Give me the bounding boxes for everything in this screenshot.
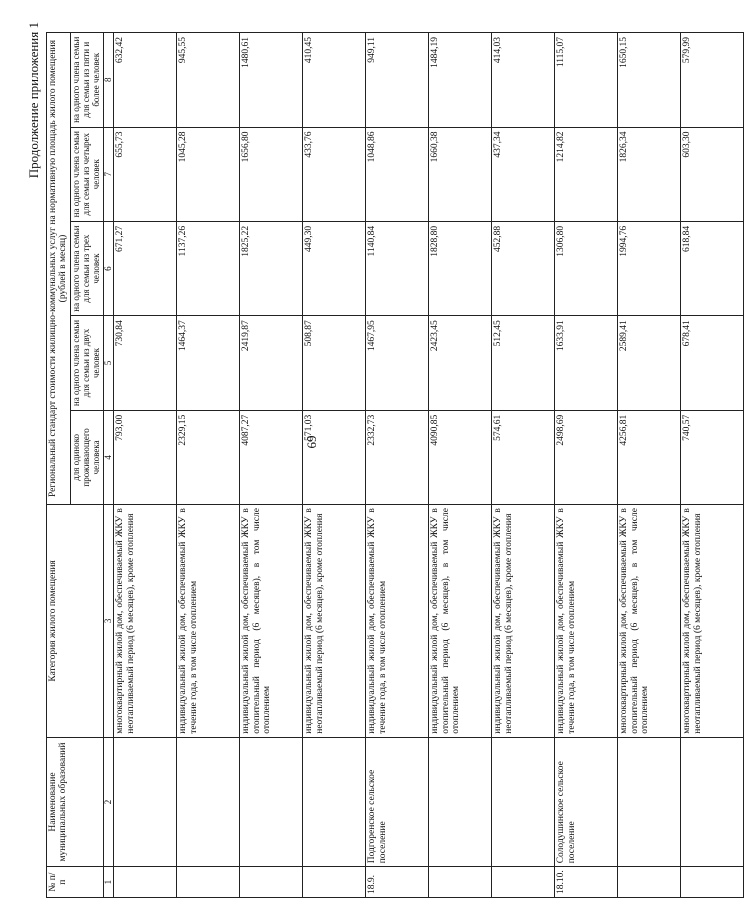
row-municipality — [681, 737, 744, 867]
page-number: 69 — [304, 435, 319, 449]
row-value-three: 671,27 — [114, 221, 177, 315]
row-value-four: 1660,38 — [429, 127, 492, 221]
row-value-single: 2329,15 — [177, 410, 240, 504]
header-row-1 — [47, 33, 71, 898]
row-value-single: 740,57 — [681, 410, 744, 504]
column-number: 8 — [103, 33, 114, 128]
row-num: 18.10. — [555, 867, 618, 898]
row-num — [177, 867, 240, 898]
row-num — [240, 867, 303, 898]
row-value-four: 437,34 — [492, 127, 555, 221]
row-value-two: 1467,95 — [366, 316, 429, 410]
row-municipality: Подгоренское сельское поселение — [366, 737, 429, 867]
row-value-five: 1480,61 — [240, 33, 303, 128]
row-value-two: 2419,87 — [240, 316, 303, 410]
row-value-four: 1656,80 — [240, 127, 303, 221]
row-value-three: 618,84 — [681, 221, 744, 315]
column-number: 3 — [103, 505, 114, 738]
row-value-two: 730,84 — [114, 316, 177, 410]
row-num — [114, 867, 177, 898]
row-value-four: 1048,86 — [366, 127, 429, 221]
row-value-single: 4256,81 — [618, 410, 681, 504]
row-value-four: 603,30 — [681, 127, 744, 221]
header-sub-5: на одного члена семьи для семьи из пяти и более человек — [70, 33, 103, 128]
row-category: многоквартирный жилой дом, обеспечиваемый ЖКУ в неотапливаемый период (6 месяцев), кроме отопления — [681, 505, 744, 738]
row-value-five: 414,03 — [492, 33, 555, 128]
row-value-three: 1306,80 — [555, 221, 618, 315]
tariff-table — [46, 32, 744, 898]
row-municipality — [429, 737, 492, 867]
table-row — [555, 33, 618, 898]
row-value-two: 2589,41 — [618, 316, 681, 410]
row-value-five: 1484,19 — [429, 33, 492, 128]
table-row — [303, 33, 366, 898]
row-municipality — [492, 737, 555, 867]
row-value-single: 2498,69 — [555, 410, 618, 504]
table-row — [240, 33, 303, 898]
row-municipality — [177, 737, 240, 867]
row-category: индивидуальный жилой дом, обеспечиваемый ЖКУ в неотапливаемый период (6 месяцев), кроме отопления — [492, 505, 555, 738]
column-number: 2 — [103, 737, 114, 867]
header-sub-1: для одиноко проживающего человека — [70, 410, 103, 504]
row-value-five: 1115,07 — [555, 33, 618, 128]
row-value-five: 1650,15 — [618, 33, 681, 128]
row-value-four: 655,73 — [114, 127, 177, 221]
row-value-two: 508,87 — [303, 316, 366, 410]
row-value-two: 1633,91 — [555, 316, 618, 410]
column-number-row — [103, 33, 114, 898]
row-value-single: 4090,85 — [429, 410, 492, 504]
row-num — [429, 867, 492, 898]
row-category: индивидуальный жилой дом, обеспечиваемый ЖКУ в отопительный период (6 месяцев), в том числе отоплением — [429, 505, 492, 738]
row-municipality — [303, 737, 366, 867]
column-number: 6 — [103, 221, 114, 315]
row-value-two: 512,45 — [492, 316, 555, 410]
row-value-five: 410,45 — [303, 33, 366, 128]
table-row — [681, 33, 744, 898]
row-num — [618, 867, 681, 898]
column-number: 4 — [103, 410, 114, 504]
row-num — [492, 867, 555, 898]
row-value-single: 4087,27 — [240, 410, 303, 504]
row-municipality — [114, 737, 177, 867]
row-value-five: 945,55 — [177, 33, 240, 128]
row-category: индивидуальный жилой дом, обеспечиваемый ЖКУ в отопительный период (6 месяцев), в том числе отоплением — [240, 505, 303, 738]
row-value-four: 1214,82 — [555, 127, 618, 221]
row-value-single: 2332,73 — [366, 410, 429, 504]
row-value-two: 2423,45 — [429, 316, 492, 410]
row-num: 18.9. — [366, 867, 429, 898]
row-value-single: 793,00 — [114, 410, 177, 504]
row-value-three: 449,30 — [303, 221, 366, 315]
header-sub-2: на одного члена семьи для семьи из двух человек — [70, 316, 103, 410]
row-value-five: 579,99 — [681, 33, 744, 128]
row-category: индивидуальный жилой дом, обеспечиваемый ЖКУ в течение года, в том числе отоплением — [366, 505, 429, 738]
table-row — [114, 33, 177, 898]
row-value-three: 1140,84 — [366, 221, 429, 315]
column-number: 7 — [103, 127, 114, 221]
row-value-three: 452,88 — [492, 221, 555, 315]
row-municipality: Солодушинское сельское поселение — [555, 737, 618, 867]
row-category: индивидуальный жилой дом, обеспечиваемый ЖКУ в неотапливаемый период (6 месяцев), кроме отопления — [303, 505, 366, 738]
header-num: № п/п — [47, 867, 104, 898]
row-category: индивидуальный жилой дом, обеспечиваемый ЖКУ в течение года, в том числе отоплением — [177, 505, 240, 738]
column-number: 1 — [103, 867, 114, 898]
row-category: многоквартирный жилой дом, обеспечиваемый ЖКУ в отопительный период (6 месяцев), в том числе отоплением — [618, 505, 681, 738]
table-row — [618, 33, 681, 898]
row-value-four: 1826,34 — [618, 127, 681, 221]
row-value-four: 1045,28 — [177, 127, 240, 221]
row-value-three: 1994,76 — [618, 221, 681, 315]
row-value-four: 433,76 — [303, 127, 366, 221]
row-category: индивидуальный жилой дом, обеспечиваемый ЖКУ в течение года, в том числе отоплением — [555, 505, 618, 738]
row-municipality — [240, 737, 303, 867]
row-value-three: 1828,80 — [429, 221, 492, 315]
column-number: 5 — [103, 316, 114, 410]
header-sub-4: на одного члена семьи для семьи из четырех человек — [70, 127, 103, 221]
row-municipality — [618, 737, 681, 867]
table-row — [429, 33, 492, 898]
row-category: многоквартирный жилой дом, обеспечиваемый ЖКУ в неотапливаемый период (6 месяцев), кроме отопления — [114, 505, 177, 738]
header-municipality: Наименование муниципальных образований — [47, 737, 104, 867]
row-value-three: 1825,22 — [240, 221, 303, 315]
row-value-single: 571,03 — [303, 410, 366, 504]
header-sub-3: на одного члена семьи для семьи из трех человек — [70, 221, 103, 315]
row-value-five: 949,11 — [366, 33, 429, 128]
appendix-note: Продолжение приложения 1 — [26, 22, 41, 179]
table-row — [177, 33, 240, 898]
row-value-two: 1464,37 — [177, 316, 240, 410]
row-value-five: 632,42 — [114, 33, 177, 128]
row-value-three: 1137,26 — [177, 221, 240, 315]
row-value-two: 678,41 — [681, 316, 744, 410]
table-row — [492, 33, 555, 898]
header-category: Категория жилого помещения — [47, 505, 104, 738]
row-value-single: 574,61 — [492, 410, 555, 504]
row-num — [681, 867, 744, 898]
table-row — [366, 33, 429, 898]
row-num — [303, 867, 366, 898]
header-standard: Региональный стандарт стоимости жилищно-коммунальных услуг на нормативную площадь жилого помещения (рублей в месяц) — [47, 33, 71, 505]
rotated-page-content — [10, 22, 703, 902]
